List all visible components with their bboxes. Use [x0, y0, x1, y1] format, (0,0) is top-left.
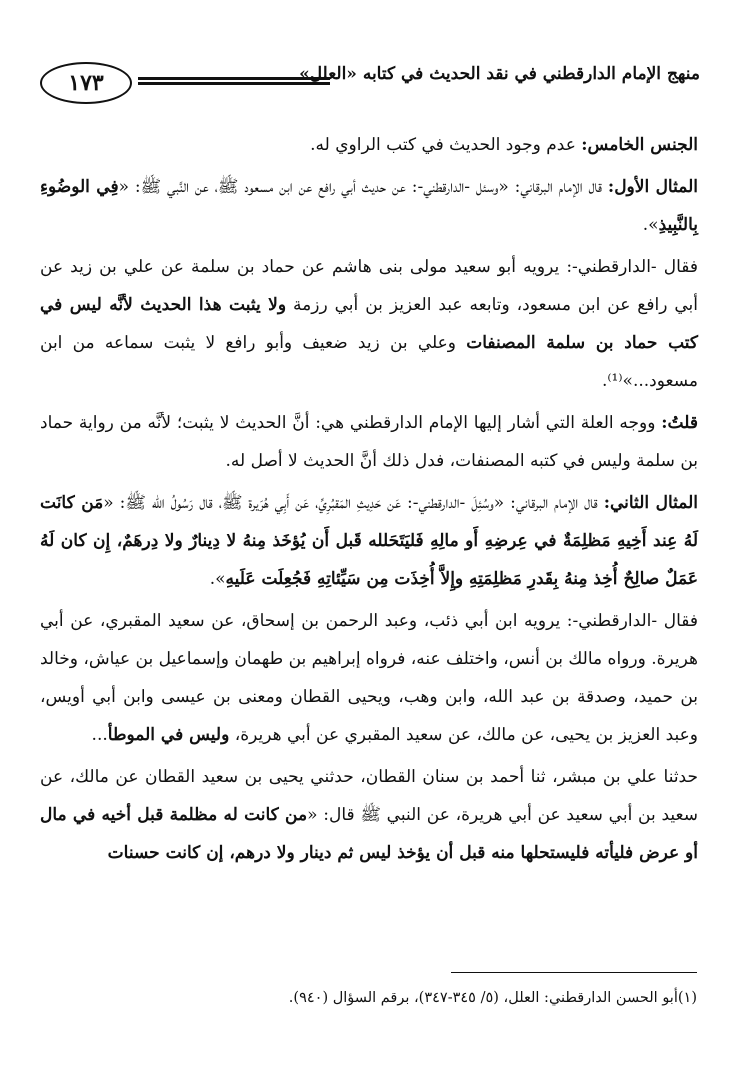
text-run: ووجه العلة التي أشار إليها الإمام الدارقطني هي: أنَّ الحديث لا يثبت؛ لأنَّه من رواية حماد بن سلمة وليس في كتبه المصنفات، فدل ذلك أنَّ الحديث لا أصل له. — [40, 413, 698, 471]
text-run: ». — [642, 215, 659, 235]
text-run: ». — [209, 569, 226, 589]
footnote-divider — [451, 972, 697, 973]
paragraph — [40, 602, 698, 754]
paragraph — [40, 404, 698, 480]
text-run: ... — [91, 725, 108, 745]
text-run: حدثنا علي بن مبشر، ثنا أحمد بن سنان القطان، حدثني يحيى بن سعيد القطان عن مالك، عن سعيد بن أبي سعيد عن أبي هريرة، عن النبي ﷺ قال: « — [40, 767, 698, 825]
text-run: قال الإمام البرقاني: «وسئل -الدارقطني-: عن حديث أبي رافع عن ابن مسعود ﷺ، عن النَّبي ﷺ: « — [118, 177, 608, 197]
bold-text-run: ولا يثبت هذا الحديث لأنَّه ليس في كتب حماد بن سلمة المصنفات — [40, 295, 698, 353]
text-run: فقال -الدارقطني-: يرويه ابن أبي ذئب، وعبد الرحمن بن إسحاق، عن سعيد المقبري، عن أبي هريرة. ورواه مالك بن أنس، واختلف عنه، فرواه إبراهيم بن طهمان وإسماعيل بن عياش، وخالد بن حميد، وصدقة بن عبد الله، وابن وهب، ويحيى القطان ومعنى بن عيسى وابن أبي أويس، وعبد العزيز بن يحيى، عن مالك، عن سعيد المقبري عن أبي هريرة، — [40, 611, 698, 745]
paragraph — [40, 168, 698, 244]
text-run: عدم وجود الحديث في كتب الراوي له. — [310, 135, 582, 155]
bold-text-run: من كانت له مظلمة قبل أخيه في مال أو عرض فليأته فليستحلها منه قبل أن يؤخذ ليس ثم دينار ولا درهم، إن كانت حسنات — [40, 805, 698, 863]
paragraph — [40, 126, 698, 164]
bold-text-run: وليس في الموطأ — [107, 725, 230, 745]
paragraph — [40, 484, 698, 598]
bold-text-run: الجنس الخامس: — [581, 135, 698, 155]
bold-text-run: المثال الأول: — [607, 177, 698, 197]
bold-text-run: مَن كانَت لَهُ عِند أَخِيهِ مَظلِمَةٌ في عِرضِهِ أَو مالِهِ فَليَتَحَلله قَبل أَن يُؤخَذ مِنهُ لا دِينارٌ ولا دِرهَمٌ، إِن كان لَهُ عَمَلٌ صالِحٌ أُخِذ مِنهُ بِقَدرِ مَظلِمَتِهِ وإِلاَّ أُخِذَت مِن سَيِّئاتِهِ فَجُعِلَت عَلَيهِ — [40, 493, 698, 589]
bold-text-run: قلتُ: — [661, 413, 698, 433]
text-run: وعلي بن زيد ضعيف وأبو رافع لا يثبت سماعه من ابن مسعود...»⁽¹⁾. — [40, 333, 698, 391]
footnote: (١)أبو الحسن الدارقطني: العلل، (٥/ ٣٤٥-٣٤٧)، برقم السؤال (٩٤٠). — [288, 990, 697, 1006]
running-title: منهج الإمام الدارقطني في نقد الحديث في كتابه «العلل» — [299, 64, 700, 84]
bold-text-run: المثال الثاني: — [603, 493, 698, 513]
body-text — [40, 126, 698, 876]
page-header — [40, 62, 700, 116]
page-number: ١٧٣ — [40, 62, 132, 104]
text-run: قال الإمام البرقاني: «وسُئِلَ -الدارقطني-: عَن حَدِيثِ المَقبُرِيِّ، عَن أَبِي هُرَيرة ﷺ، قال رَسُولُ الله ﷺ: « — [103, 493, 604, 513]
paragraph — [40, 758, 698, 872]
paragraph — [40, 248, 698, 400]
bold-text-run: فِي الوضُوءِ بِالنَّبِيذِ — [40, 177, 698, 235]
text-run: فقال -الدارقطني-: يرويه أبو سعيد مولى بنى هاشم عن حماد بن سلمة عن علي بن زيد عن أبي رافع عن ابن مسعود، وتابعه عبد العزيز بن أبي رزمة — [40, 257, 698, 315]
